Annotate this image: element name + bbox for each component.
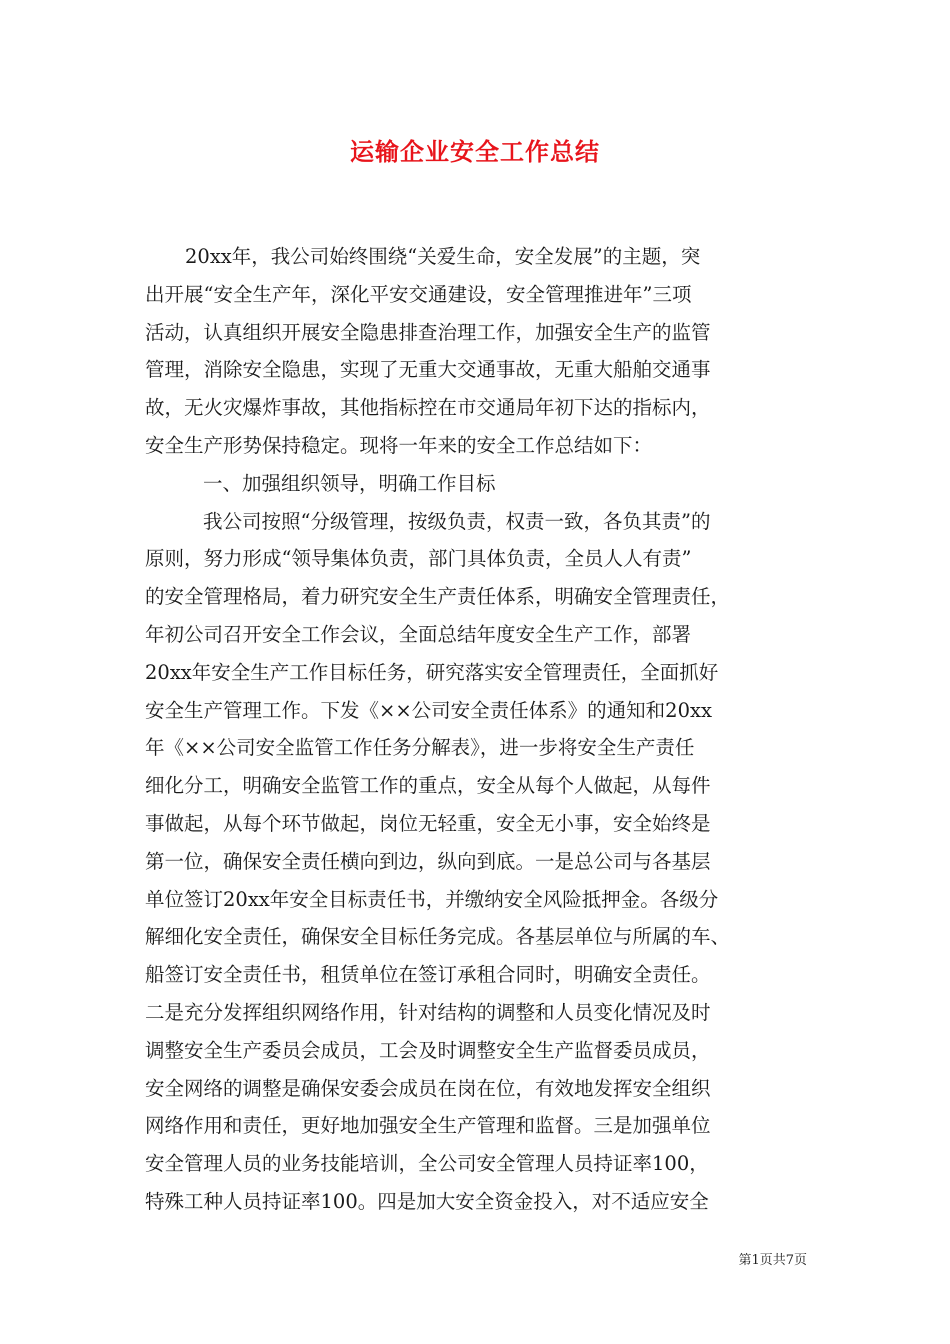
text-line: 安全网络的调整是确保安委会成员在岗在位，有效地发挥安全组织	[145, 1076, 711, 1100]
text-line: 安全生产形势保持稳定。现将一年来的安全工作总结如下：	[145, 433, 653, 457]
text-line: 原则，努力形成“领导集体负责，部门具体负责，全员人人有责”	[145, 547, 692, 571]
text-line: 安全生产管理工作。下发《××公司安全责任体系》的通知和20xx	[145, 698, 712, 722]
section-heading: 一、加强组织领导，明确工作目标	[203, 471, 496, 495]
text-line: 年《××公司安全监管工作任务分解表》，进一步将安全生产责任	[145, 736, 695, 760]
text-line: 20xx年安全生产工作目标任务，研究落实安全管理责任，全面抓好	[145, 660, 719, 684]
text-line: 的安全管理格局，着力研究安全生产责任体系，明确安全管理责任，	[145, 585, 731, 609]
page-number: 第1页共7页	[738, 1253, 807, 1268]
document-body	[145, 238, 810, 1221]
text-line: 解细化安全责任，确保安全目标任务完成。各基层单位与所属的车、	[145, 925, 731, 949]
text-line: 细化分工，明确安全监管工作的重点，安全从每个人做起，从每件	[145, 774, 711, 798]
text-line: 二是充分发挥组织网络作用，针对结构的调整和人员变化情况及时	[145, 1000, 711, 1024]
text-line: 管理，消除安全隐患，实现了无重大交通事故，无重大船舶交通事	[145, 358, 711, 382]
document-title: 运输企业安全工作总结	[350, 137, 600, 166]
text-line: 单位签订20xx年安全目标责任书，并缴纳安全风险抵押金。各级分	[145, 887, 719, 911]
text-line: 我公司按照“分级管理，按级负责，权责一致，各负其责”的	[203, 509, 711, 533]
text-line: 第一位，确保安全责任横向到边，纵向到底。一是总公司与各基层	[145, 849, 711, 873]
text-line: 年初公司召开安全工作会议，全面总结年度安全生产工作，部署	[145, 622, 692, 646]
text-line: 安全管理人员的业务技能培训，全公司安全管理人员持证率100，	[145, 1152, 709, 1176]
text-line: 出开展“安全生产年，深化平安交通建设，安全管理推进年”三项	[145, 282, 692, 306]
text-line: 网络作用和责任，更好地加强安全生产管理和监督。三是加强单位	[145, 1114, 711, 1138]
text-line: 特殊工种人员持证率100。四是加大安全资金投入，对不适应安全	[145, 1189, 709, 1213]
text-line: 20xx年，我公司始终围绕“关爱生命，安全发展”的主题，突	[185, 245, 701, 268]
text-line: 船签订安全责任书，租赁单位在签订承租合同时，明确安全责任。	[145, 963, 711, 987]
text-line: 事做起，从每个环节做起，岗位无轻重，安全无小事，安全始终是	[145, 811, 711, 835]
text-line: 活动，认真组织开展安全隐患排查治理工作，加强安全生产的监管	[145, 320, 711, 344]
text-line: 调整安全生产委员会成员，工会及时调整安全生产监督委员成员，	[145, 1038, 711, 1062]
text-line: 故，无火灾爆炸事故，其他指标控在市交通局年初下达的指标内，	[145, 396, 711, 420]
